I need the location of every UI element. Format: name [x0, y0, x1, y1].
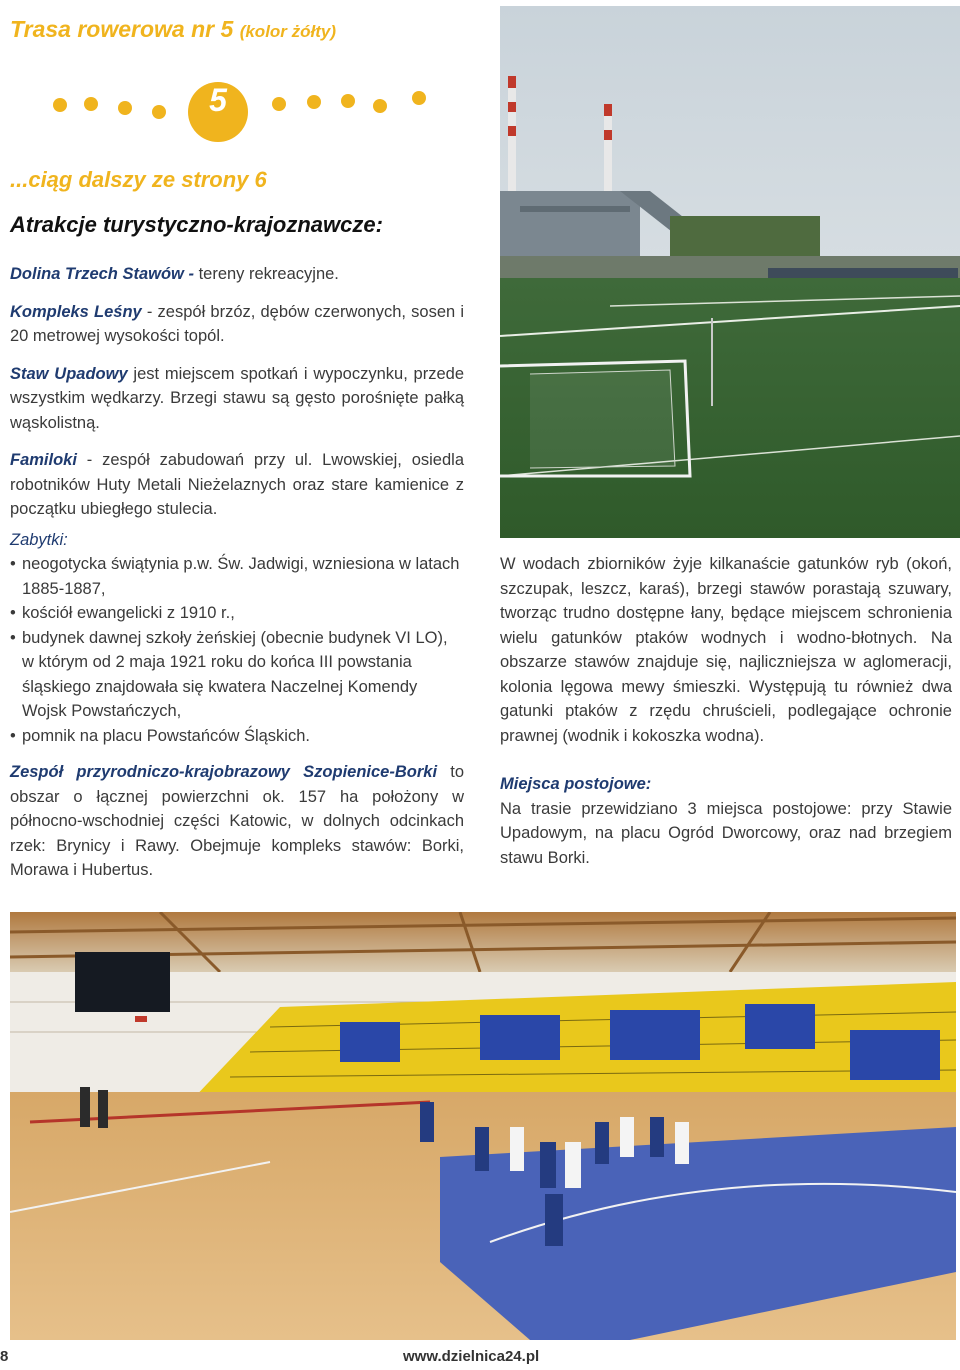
- paragraph-zespol: [10, 760, 464, 883]
- continued-note: ...ciąg dalszy ze strony 6: [10, 167, 267, 192]
- route-dot: [84, 97, 98, 111]
- right-column: [500, 552, 952, 884]
- zabytki-list: [10, 552, 464, 748]
- route-dot: [412, 91, 426, 105]
- route-dot: [152, 105, 166, 119]
- zabytki-label: Zabytki:: [10, 530, 68, 549]
- route-dot: [341, 94, 355, 108]
- list-item: • pomnik na placu Powstańców Śląskich.: [10, 724, 464, 749]
- term-zespol: Zespół przyrodniczo-krajobrazowy Szopienice-Borki: [10, 763, 438, 781]
- left-column: [10, 262, 464, 896]
- list-item: • budynek dawnej szkoły żeńskiej (obecnie budynek VI LO), w którym od 2 maja 1921 roku do końca III powstania śląskiego znajdowała się kwatera Naczelnej Komendy Wojsk Powstańczych,: [10, 626, 464, 724]
- text-kompleks: - zespół brzóz, dębów czerwonych, sosen i 20 metrowej wysokości topól.: [10, 302, 464, 345]
- route-color-note: (kolor żółty): [239, 22, 337, 41]
- route-number-badge: 5: [188, 82, 248, 142]
- route-dot: [373, 99, 387, 113]
- sports-hall-photo: [10, 912, 956, 1340]
- route-dot: [272, 97, 286, 111]
- route-dot: [53, 98, 67, 112]
- paragraph-dolina: [10, 262, 464, 287]
- route-title-text: Trasa rowerowa nr 5: [10, 16, 234, 42]
- text-dolina: tereny rekreacyjne.: [198, 265, 339, 283]
- page-number: 8: [0, 1348, 9, 1365]
- footer-url: www.dzielnica24.pl: [403, 1348, 540, 1365]
- paragraph-familoki: [10, 448, 464, 522]
- paragraph-kompleks: [10, 300, 464, 349]
- text-zespol: to obszar o łącznej powierzchni ok. 157 ha położony w północno-wschodniej części Katowic, w dolnych odcinkach rzek: Brynicy i Rawy. Obejmuje kompleks stawów: Borki, Morawa i Hubertus.: [10, 763, 464, 879]
- text-familoki: - zespół zabudowań przy ul. Lwowskiej, osiedla robotników Huty Metali Nieżelaznych oraz stare kamienice z początku ubiegłego stulecia.: [10, 451, 464, 518]
- term-familoki: Familoki: [10, 451, 77, 469]
- text-staw: jest miejscem spotkań i wypoczynku, przede wszystkim wędkarzy. Brzegi stawu są gęsto porośnięte pałką wąskolistną.: [10, 364, 465, 432]
- term-dolina: Dolina Trzech Stawów -: [10, 265, 199, 283]
- route-dot: [307, 95, 321, 109]
- stadium-photo: [500, 6, 960, 538]
- section-heading: Atrakcje turystyczno-krajoznawcze:: [10, 212, 383, 237]
- route-dots: [10, 78, 490, 158]
- route-dot: [118, 101, 132, 115]
- route-title: [10, 16, 336, 43]
- list-item: • kościół ewangelicki z 1910 r.,: [10, 601, 464, 626]
- paragraph-wodach: W wodach zbiorników żyje kilkanaście gatunków ryb (okoń, szczupak, leszcz, karaś), brzegi stawów porastają szuwary, tworząc trudno dostępne łany, będące miejscem schronienia wielu gatunków ptaków wodnych i wodno-błotnych. Na obszarze stawów znajduje się, najliczniejsza w aglomeracji, kolonia lęgowa mewy śmieszki. Występują tu również dwa gatunki ptaków z rzędu chruścieli, podlegające ochronie prawnej (wodnik i kokoszka wodna).: [500, 555, 952, 745]
- term-staw: Staw Upadowy: [10, 364, 128, 383]
- term-kompleks: Kompleks Leśny: [10, 302, 142, 321]
- postojowe-label: Miejsca postojowe:: [500, 775, 652, 793]
- paragraph-staw: [10, 362, 464, 436]
- list-item: • neogotycka świątynia p.w. Św. Jadwigi, wzniesiona w latach 1885-1887,: [10, 552, 464, 601]
- paragraph-postojowe: Na trasie przewidziano 3 miejsca postojowe: przy Stawie Upadowym, na placu Ogród Dworcowy, oraz nad brzegiem stawu Borki.: [500, 799, 952, 867]
